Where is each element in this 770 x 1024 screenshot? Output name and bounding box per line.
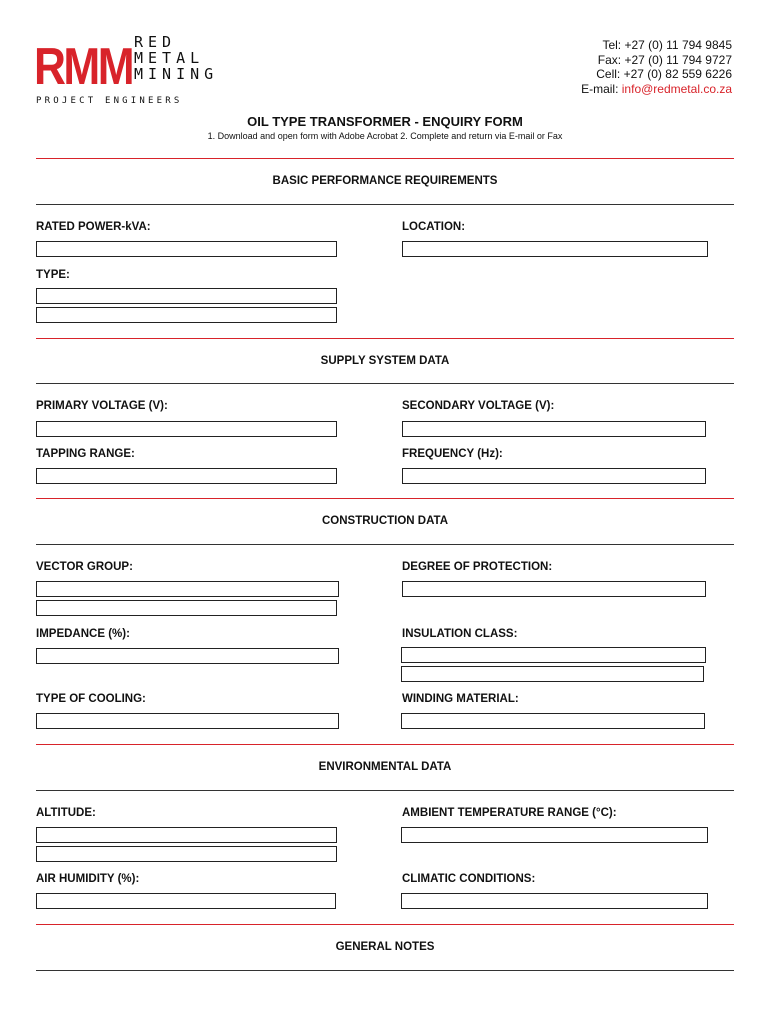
contact-email-link[interactable]: info@redmetal.co.za (621, 81, 732, 96)
rated-power-field[interactable] (36, 241, 337, 257)
winding-material-field[interactable] (401, 713, 705, 729)
logo-wordmark (134, 34, 246, 82)
company-logo (34, 32, 248, 108)
logo-tagline: PROJECT ENGINEERS (36, 96, 183, 106)
contact-tel: Tel: +27 (0) 11 794 9845 (602, 38, 732, 52)
vector-group-field-1[interactable] (36, 581, 339, 597)
type-of-cooling-label: TYPE OF COOLING: (36, 693, 146, 705)
contact-email-row (581, 82, 732, 97)
location-label: LOCATION: (402, 221, 466, 233)
frequency-field[interactable] (402, 468, 706, 484)
type-of-cooling-field[interactable] (36, 713, 339, 729)
section-title-notes: GENERAL NOTES (335, 941, 435, 953)
insulation-class-field-2[interactable] (401, 666, 704, 682)
winding-material-label: WINDING MATERIAL: (402, 693, 519, 705)
degree-of-protection-label: DEGREE OF PROTECTION: (402, 561, 553, 573)
secondary-voltage-field[interactable] (402, 421, 706, 437)
tapping-range-label: TAPPING RANGE: (36, 448, 135, 460)
logo-letters: RMM (34, 38, 132, 96)
section-divider (36, 924, 734, 925)
form-title: OIL TYPE TRANSFORMER - ENQUIRY FORM (247, 114, 523, 129)
primary-voltage-label: PRIMARY VOLTAGE (V): (36, 400, 168, 412)
climatic-conditions-field[interactable] (401, 893, 708, 909)
contact-block (581, 38, 732, 96)
form-instructions: 1. Download and open form with Adobe Acrobat 2. Complete and return via E-mail or Fax (207, 131, 563, 141)
vector-group-label: VECTOR GROUP: (36, 561, 133, 573)
altitude-field-2[interactable] (36, 846, 337, 862)
section-divider (36, 790, 734, 791)
section-divider (36, 338, 734, 339)
section-divider (36, 158, 734, 159)
section-divider (36, 544, 734, 545)
altitude-label: ALTITUDE: (36, 807, 96, 819)
air-humidity-field[interactable] (36, 893, 336, 909)
contact-fax: Fax: +27 (0) 11 794 9727 (597, 52, 732, 67)
section-divider (36, 498, 734, 499)
section-title-basic: BASIC PERFORMANCE REQUIREMENTS (272, 175, 498, 187)
frequency-label: FREQUENCY (Hz): (402, 448, 503, 460)
section-divider (36, 970, 734, 971)
section-title-supply: SUPPLY SYSTEM DATA (320, 355, 450, 367)
rmm-logo-icon (34, 36, 134, 96)
ambient-temperature-field[interactable] (401, 827, 708, 843)
type-label: TYPE: (36, 269, 70, 281)
climatic-conditions-label: CLIMATIC CONDITIONS: (402, 873, 536, 885)
location-field[interactable] (402, 241, 708, 257)
secondary-voltage-label: SECONDARY VOLTAGE (V): (402, 400, 555, 412)
logo-word-mining: MINING (134, 65, 219, 83)
altitude-field-1[interactable] (36, 827, 337, 843)
section-divider (36, 383, 734, 384)
contact-cell: Cell: +27 (0) 82 559 6226 (596, 67, 732, 81)
degree-of-protection-field[interactable] (402, 581, 706, 597)
contact-email-label: E-mail: (581, 81, 619, 96)
logo-word-red: RED (134, 33, 177, 51)
section-divider (36, 744, 734, 745)
insulation-class-field-1[interactable] (401, 647, 706, 663)
primary-voltage-field[interactable] (36, 421, 337, 437)
impedance-label: IMPEDANCE (%): (36, 628, 130, 640)
rated-power-label: RATED POWER-kVA: (36, 221, 151, 233)
type-field-2[interactable] (36, 307, 337, 323)
impedance-field[interactable] (36, 648, 339, 664)
section-divider (36, 204, 734, 205)
section-title-construction: CONSTRUCTION DATA (321, 515, 449, 527)
insulation-class-label: INSULATION CLASS: (402, 628, 518, 640)
air-humidity-label: AIR HUMIDITY (%): (36, 873, 140, 885)
ambient-temperature-label: AMBIENT TEMPERATURE RANGE (°C): (402, 807, 617, 819)
logo-word-metal: METAL (134, 49, 205, 67)
tapping-range-field[interactable] (36, 468, 337, 484)
type-field-1[interactable] (36, 288, 337, 304)
section-title-environmental: ENVIRONMENTAL DATA (318, 761, 452, 773)
vector-group-field-2[interactable] (36, 600, 337, 616)
